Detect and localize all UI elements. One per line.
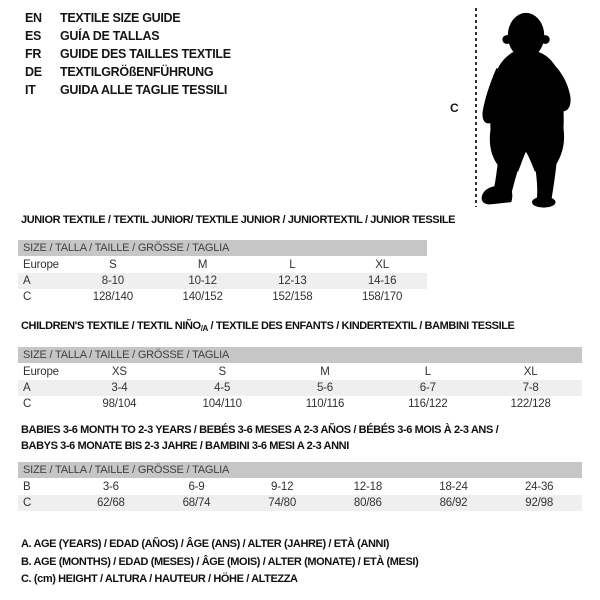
table-cell: 3-4 — [111, 382, 128, 394]
row-label: A — [23, 275, 31, 287]
row-label: C — [23, 497, 32, 509]
row-label: Europe — [23, 366, 59, 378]
junior-table-title: JUNIOR TEXTILE / TEXTIL JUNIOR/ TEXTILE JUNIOR / JUNIORTEXTIL / JUNIOR TESSILE — [21, 214, 456, 226]
size-header-bar: SIZE / TALLA / TAILLE / GRÖSSE / TAGLIA — [18, 462, 582, 478]
row-label: C — [23, 398, 32, 410]
table-row-a — [18, 273, 427, 289]
table-cell: M — [197, 259, 208, 271]
language-label: GUIDE DES TAILLES TEXTILE — [60, 47, 231, 61]
table-cell: 24-36 — [524, 481, 554, 493]
language-label: GUIDA ALLE TAGLIE TESSILI — [60, 83, 228, 97]
table-cell: 12-18 — [353, 481, 383, 493]
table-cell: 18-24 — [439, 481, 468, 493]
table-row-c — [18, 396, 582, 412]
language-label: TEXTILE SIZE GUIDE — [60, 11, 181, 25]
row-label: B — [23, 481, 31, 493]
language-row-it — [25, 81, 231, 99]
table-cell: 98/104 — [102, 398, 137, 410]
title-subscript: /A — [200, 324, 208, 333]
language-code: DE — [25, 65, 42, 79]
table-cell: 86/92 — [439, 497, 468, 509]
title-text: CHILDREN'S TEXTILE / TEXTIL NIÑO — [21, 320, 201, 332]
table-cell: 7-8 — [522, 382, 539, 394]
table-cell: M — [320, 366, 330, 378]
language-code: EN — [25, 11, 42, 25]
size-header-bar: SIZE / TALLA / TAILLE / GRÖSSE / TAGLIA — [18, 240, 427, 256]
table-cell: XL — [375, 259, 389, 271]
table-cell: 8-10 — [101, 275, 124, 287]
row-label: C — [23, 291, 32, 303]
babies-table-title — [21, 422, 541, 454]
table-cell: 62/68 — [96, 497, 125, 509]
table-row-c — [18, 289, 427, 305]
table-cell: 3-6 — [102, 481, 119, 493]
table-cell: 5-6 — [316, 382, 333, 394]
table-cell: 12-13 — [278, 275, 307, 287]
baby-silhouette-icon — [478, 5, 578, 212]
children-table-title — [21, 318, 515, 337]
table-row-europe — [18, 257, 427, 273]
table-cell: 116/122 — [408, 398, 448, 410]
language-label: GUÍA DE TALLAS — [60, 29, 160, 43]
table-cell: 128/140 — [92, 291, 133, 303]
size-header-bar: SIZE / TALLA / TAILLE / GRÖSSE / TAGLIA — [18, 347, 582, 363]
note-height-cm: C. (cm) HEIGHT / ALTURA / HAUTEUR / HÖHE / ALTEZZA — [21, 573, 298, 586]
table-cell: 122/128 — [510, 398, 551, 410]
children-size-table — [18, 347, 582, 412]
table-cell: 80/86 — [353, 497, 382, 509]
table-cell: 74/80 — [268, 497, 297, 509]
table-cell: 110/116 — [305, 398, 345, 410]
table-cell: 14-16 — [367, 275, 397, 287]
title-text: / TEXTILE DES ENFANTS / KINDERTEXTIL / BAMBINI TESSILE — [207, 320, 515, 332]
language-row-de — [25, 63, 231, 81]
table-row-c — [18, 495, 582, 511]
language-row-es — [25, 27, 231, 45]
table-cell: XL — [523, 366, 538, 378]
table-cell: 4-5 — [214, 382, 231, 394]
table-cell: 9-12 — [271, 481, 294, 493]
table-row-europe — [18, 364, 582, 380]
table-cell: S — [218, 366, 226, 378]
height-measure-label: C — [450, 101, 459, 115]
table-cell: 68/74 — [182, 497, 211, 509]
language-row-en — [25, 9, 231, 27]
language-code: FR — [25, 47, 42, 61]
legend-notes — [21, 536, 418, 589]
table-cell: 92/98 — [525, 497, 554, 509]
table-cell: 104/110 — [202, 398, 242, 410]
babies-size-table — [18, 462, 582, 511]
table-cell: L — [289, 259, 296, 271]
row-label: Europe — [23, 259, 59, 271]
table-row-b — [18, 479, 582, 495]
height-dotted-line — [475, 8, 477, 207]
table-cell: 140/152 — [182, 291, 223, 303]
table-cell: S — [109, 259, 117, 271]
table-row-a — [18, 380, 582, 396]
note-age-months: B. AGE (MONTHS) / EDAD (MESES) / ÂGE (MOIS) / ALTER (MONATE) / ETÀ (MESI) — [21, 555, 419, 568]
table-cell: XS — [111, 366, 127, 378]
table-cell: L — [424, 366, 431, 378]
language-list — [25, 9, 231, 99]
table-cell: 10-12 — [188, 275, 217, 287]
title-line-1: BABIES 3-6 MONTH TO 2-3 YEARS / BEBÉS 3-6 MESES A 2-3 AÑOS / BÉBÉS 3-6 MOIS À 2-3 ANS / — [21, 424, 499, 436]
note-age-years: A. AGE (YEARS) / EDAD (AÑOS) / ÂGE (ANS) / ALTER (JAHRE) / ETÀ (ANNI) — [21, 538, 389, 550]
table-cell: 158/170 — [362, 291, 403, 303]
junior-size-table — [18, 240, 427, 305]
language-code: IT — [25, 83, 36, 97]
table-cell: 6-9 — [188, 481, 205, 493]
language-row-fr — [25, 45, 231, 63]
table-cell: 152/158 — [272, 291, 313, 303]
title-line-2: BABYS 3-6 MONATE BIS 2-3 JAHRE / BAMBINI 3-6 MESI A 2-3 ANNI — [21, 440, 349, 452]
language-code: ES — [25, 29, 42, 43]
row-label: A — [23, 382, 31, 394]
table-cell: 6-7 — [419, 382, 436, 394]
language-label: TEXTILGRÖßENFÜHRUNG — [60, 65, 214, 79]
